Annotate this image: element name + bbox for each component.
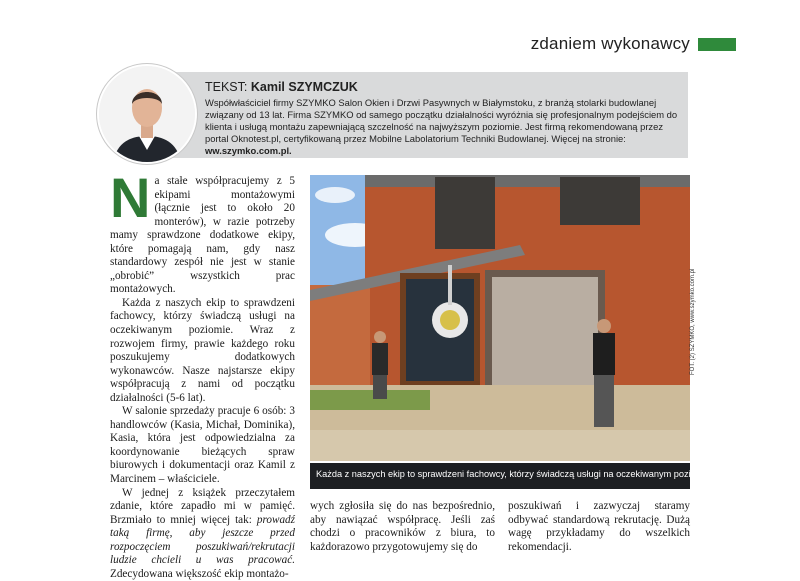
author-name: Kamil SZYMCZUK	[250, 80, 358, 94]
author-byline	[205, 80, 358, 94]
article-photo	[310, 175, 690, 461]
article-column-1	[110, 166, 295, 581]
section-title: zdaniem wykonawcy	[530, 34, 690, 53]
article-paragraph-4-start: W jednej z książek przeczytałem zdanie, które zapadło mi w pamięć. Brzmiało to mniej więcej tak:	[110, 486, 295, 526]
author-bio-text: Współwłaściciel firmy SZYMKO Salon Okien i Drzwi Pasywnych w Białymstoku, z branżą stolarki budowlanej związany od 13 lat. Firma SZYMKO od samego początku działalności wyróżnia się profesjonalnym podejściem do klienta i usługą montażu zapewniającą szczelność na najwyższym poziomie. Jest firmą rekomendowaną przez portal Oknotest.pl, certyfikowaną przez Mobilne Labolatorium Techniki Budowlanej. Więcej na stronie:	[205, 97, 678, 145]
article-paragraph-1-text: a stałe współpracujemy z 5 ekipami montażowymi (łącznie jest to około 20 monterów), w razie potrzeby mamy sprawdzone dodatkowe ekipy, które pomagają nam, gdy nasz standardowy zespół nie jest w stanie „obrobić” wszystkich prac montażowych.	[110, 175, 295, 296]
dropcap: N	[110, 166, 151, 229]
article-quote: prowadź taką firmę, aby jeszcze przed rozpoczęciem poszukiwań/rekrutacji ludzie chcieli u was pracować.	[110, 513, 295, 567]
installation-photo-illustration	[310, 175, 690, 461]
article-paragraph-2: Każda z naszych ekip to sprawdzeni fachowcy, którzy świadczą usługi na oczekiwanym poziomie. Wraz z rozwojem firmy, prawie każdego roku poszukujemy dodatkowych wykonawców. Nasze najstarsze ekipy współpracują z nami od początku działalności (5-6 lat).	[110, 296, 295, 404]
article-paragraph-1	[110, 166, 295, 297]
section-accent-bar	[698, 38, 736, 51]
author-website-link[interactable]: ww.szymko.com.pl.	[205, 145, 292, 157]
author-avatar	[97, 64, 197, 164]
photo-caption: Każda z naszych ekip to sprawdzeni fachowcy, którzy świadczą usługi na oczekiwanym poziomie.	[316, 469, 714, 479]
article-paragraph-4	[110, 487, 295, 581]
article-paragraph-4-end: Zdecydowana większość ekip montażo-	[110, 567, 289, 580]
article-column-2: wych zgłosiła się do nas bezpośrednio, aby nawiązać współpracę. Jeśli zaś chodzi o pracowników z biura, to każdorazowo przygotowujemy się do	[310, 500, 495, 553]
author-portrait-icon	[99, 66, 195, 162]
photo-credit: FOT. (2) SZYMKO, www.szymko.com.pl	[690, 268, 696, 375]
author-label: TEKST:	[205, 80, 248, 94]
article-paragraph-3: W salonie sprzedaży pracuje 6 osób: 3 handlowców (Kasia, Michał, Dominika), Kasia, która jest odpowiedzialna za koordynowanie bieżących spraw biurowych i dokumentacji oraz Kamil z Marcinem – właściciele.	[110, 405, 295, 486]
author-bio	[205, 97, 683, 157]
article-column-3: poszukiwań i zazwyczaj staramy odbywać standardową rekrutację. Dużą wagę przykładamy do wszelkich rekomendacji.	[508, 500, 690, 553]
